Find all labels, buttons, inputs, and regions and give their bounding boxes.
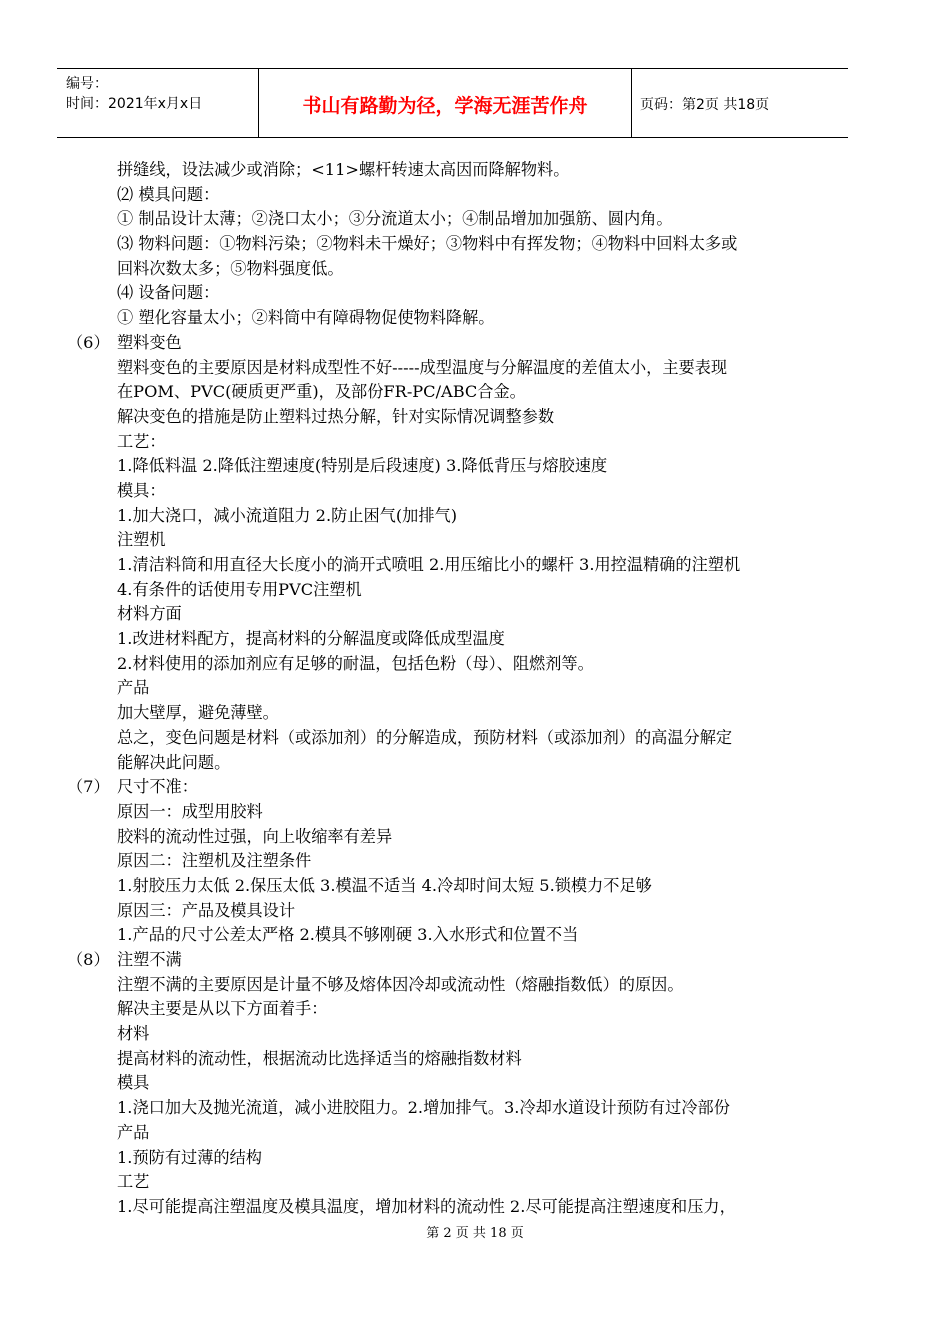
body-text-line: ① 制品设计太薄；②浇口太小；③分流道太小；④制品增加加强筋、圆内角。 <box>117 209 673 229</box>
body-text-line: 1.尽可能提高注塑温度及模具温度，增加材料的流动性 2.尽可能提高注塑速度和压力， <box>117 1196 736 1216</box>
body-text-line: 材料方面 <box>117 604 182 624</box>
header-meta <box>57 69 259 137</box>
header-page-code: 页码：第2页 共18页 <box>640 97 770 113</box>
body-text-line: ⑷ 设备问题： <box>117 283 220 303</box>
body-text-line: 材料 <box>117 1024 150 1044</box>
body-text-line: 拼缝线，设法减少或消除；<11>螺杆转速太高因而降解物料。 <box>117 160 570 179</box>
document-body <box>67 158 852 1220</box>
body-text-line: 1.改进材料配方，提高材料的分解温度或降低成型温度 <box>117 629 505 649</box>
header-motto: 书山有路勤为径，学海无涯苦作舟 <box>302 95 588 117</box>
body-text-line: 工艺： <box>117 431 166 451</box>
body-text-line: 产品 <box>117 678 150 698</box>
body-text-line: 模具 <box>117 1073 150 1093</box>
body-text-line: 原因二：注塑机及注塑条件 <box>117 851 312 871</box>
section-number: （7） <box>67 777 110 797</box>
body-text-line: 原因三：产品及模具设计 <box>117 900 296 920</box>
body-text-line: 加大壁厚，避免薄壁。 <box>117 703 279 723</box>
body-text-line: 工艺 <box>117 1172 150 1192</box>
body-text-line: 能解决此问题。 <box>117 752 231 772</box>
body-text-line: 2.材料使用的添加剂应有足够的耐温，包括色粉（母）、阻燃剂等。 <box>117 653 594 673</box>
body-text-line: 注塑机 <box>117 530 166 550</box>
section-title: 塑料变色 <box>117 332 182 352</box>
body-text-line: 胶料的流动性过强，向上收缩率有差异 <box>117 826 393 846</box>
body-text-line: 提高材料的流动性，根据流动比选择适当的熔融指数材料 <box>117 1048 522 1068</box>
page-header <box>57 68 848 138</box>
section-title: 注塑不满 <box>117 950 182 969</box>
body-text-line: 模具： <box>117 480 166 500</box>
body-text-line: 解决变色的措施是防止塑料过热分解，针对实际情况调整参数 <box>117 406 555 426</box>
body-text-line: 解决主要是从以下方面着手： <box>117 999 328 1019</box>
section-heading <box>67 948 852 973</box>
body-text-line: 塑料变色的主要原因是材料成型性不好-----成型温度与分解温度的差值太小，主要表现 <box>117 357 728 377</box>
body-text-line: 在POM、PVC(硬质更严重)，及部份FR-PC/ABC合金。 <box>117 382 526 402</box>
body-text-line: 4.有条件的话使用专用PVC注塑机 <box>117 579 362 599</box>
body-text-line: 1.浇口加大及抛光流道，减小进胶阻力。2.增加排气。3.冷却水道设计预防有过冷部份 <box>117 1098 730 1118</box>
section-number: （6） <box>67 332 110 352</box>
section-heading <box>67 775 852 800</box>
body-text-line: 总之，变色问题是材料（或添加剂）的分解造成，预防材料（或添加剂）的高温分解定 <box>117 727 733 747</box>
body-text-line: ① 塑化容量太小；②料筒中有障碍物促使物料降解。 <box>117 308 495 328</box>
header-page-cell <box>632 69 848 137</box>
body-text-line: ⑶ 物料问题：①物料污染；②物料未干燥好；③物料中有挥发物；④物料中回料太多或 <box>117 234 738 254</box>
body-text-line: 原因一：成型用胶料 <box>117 801 263 821</box>
body-text-line: 1.清洁料筒和用直径大长度小的淌开式喷咀 2.用压缩比小的螺杆 3.用控温精确的注塑机 <box>117 555 741 574</box>
page-footer: 第 2 页 共 18 页 <box>426 1226 524 1241</box>
body-text-line: 1.预防有过薄的结构 <box>117 1147 262 1167</box>
body-text-line: 1.加大浇口，减小流道阻力 2.防止困气(加排气) <box>117 505 458 525</box>
section-number: （8） <box>67 950 110 969</box>
section-heading <box>67 331 852 356</box>
document-time-label: 时间：2021年x月x日 <box>66 96 203 112</box>
body-text-line: ⑵ 模具问题： <box>117 184 220 204</box>
header-motto-cell <box>259 69 632 137</box>
document-number-label: 编号： <box>66 76 108 92</box>
body-text-line: 1.射胶压力太低 2.保压太低 3.模温不适当 4.冷却时间太短 5.锁模力不足够 <box>117 875 652 895</box>
section-title: 尺寸不准： <box>117 777 198 797</box>
body-text-line: 注塑不满的主要原因是计量不够及熔体因冷却或流动性（熔融指数低）的原因。 <box>117 974 684 994</box>
body-text-line: 回料次数太多；⑤物料强度低。 <box>117 258 344 278</box>
body-text-line: 1.产品的尺寸公差太严格 2.模具不够刚硬 3.入水形式和位置不当 <box>117 925 579 945</box>
body-text-line: 1.降低料温 2.降低注塑速度(特别是后段速度) 3.降低背压与熔胶速度 <box>117 456 608 476</box>
body-text-line: 产品 <box>117 1122 150 1142</box>
